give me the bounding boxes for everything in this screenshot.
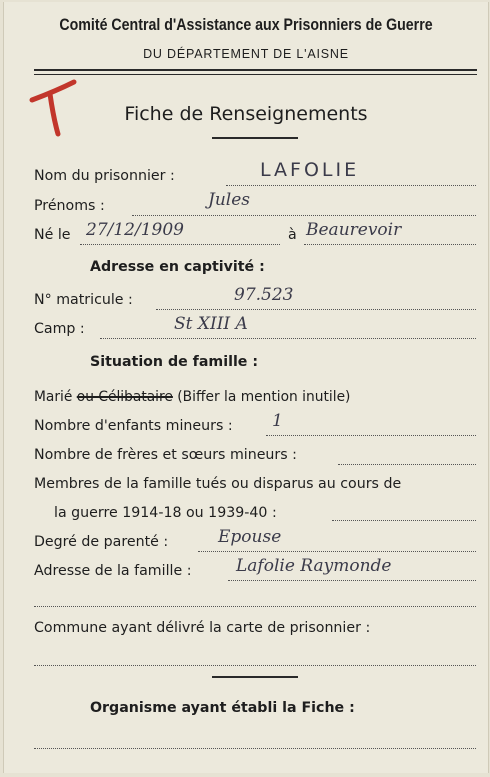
section-divider <box>212 676 298 678</box>
parente-line <box>198 551 476 552</box>
a-line <box>304 244 476 245</box>
nom-value: LAFOLIE <box>260 159 360 181</box>
membres-label-line1: Membres de la famille tués ou disparus au cours de <box>34 476 402 492</box>
adresse-famille-value: Lafolie Raymonde <box>236 556 392 576</box>
nom-label: Nom du prisonnier : <box>34 168 175 184</box>
committee-header: Comité Central d'Assistance aux Prisonniers de Guerre <box>59 16 433 34</box>
captivity-address-heading: Adresse en captivité : <box>90 259 265 275</box>
enfants-value: 1 <box>272 411 283 431</box>
prenoms-line <box>132 215 476 216</box>
commune-label: Commune ayant délivré la carte de prisonnier : <box>34 620 371 636</box>
enfants-label: Nombre d'enfants mineurs : <box>34 418 233 434</box>
membres-line <box>332 520 476 521</box>
commune-line <box>34 665 476 666</box>
title-underline <box>212 137 298 139</box>
header-rule-top <box>34 69 477 71</box>
camp-line <box>100 338 476 339</box>
prenoms-label: Prénoms : <box>34 198 105 214</box>
ne-label: Né le <box>34 227 71 243</box>
parente-label: Degré de parenté : <box>34 534 169 550</box>
marie-option: Marié <box>34 389 73 405</box>
camp-label: Camp : <box>34 321 85 337</box>
family-situation-heading: Situation de famille : <box>90 354 259 370</box>
adresse-famille-label: Adresse de la famille : <box>34 563 192 579</box>
a-label: à <box>288 227 297 243</box>
freres-label: Nombre de frères et sœurs mineurs : <box>34 447 297 463</box>
camp-value: St XIII A <box>174 314 248 334</box>
marital-status-line <box>34 389 350 405</box>
ne-value: 27/12/1909 <box>86 220 184 240</box>
celibataire-option-struck: ou Célibataire <box>76 389 173 405</box>
matricule-line <box>156 309 476 310</box>
matricule-value: 97.523 <box>234 285 294 305</box>
prenoms-value: Jules <box>208 190 250 210</box>
freres-line <box>338 464 476 465</box>
adresse-famille-line <box>228 580 476 581</box>
organisme-line <box>34 748 476 749</box>
adresse-famille-line-2 <box>34 606 476 607</box>
header-rule-bottom <box>34 74 477 75</box>
organisme-heading: Organisme ayant établi la Fiche : <box>90 700 355 716</box>
parente-value: Epouse <box>218 527 282 547</box>
enfants-line <box>266 435 476 436</box>
a-value: Beaurevoir <box>306 220 402 240</box>
matricule-label: N° matricule : <box>34 292 133 308</box>
information-card <box>3 2 489 773</box>
department-subheader: DU DÉPARTEMENT DE L'AISNE <box>143 47 349 61</box>
biffer-note: (Biffer la mention inutile) <box>177 389 351 405</box>
nom-line <box>226 185 476 186</box>
form-title: Fiche de Renseignements <box>124 103 368 125</box>
membres-label-line2: la guerre 1914-18 ou 1939-40 : <box>54 505 277 521</box>
ne-line <box>80 244 280 245</box>
